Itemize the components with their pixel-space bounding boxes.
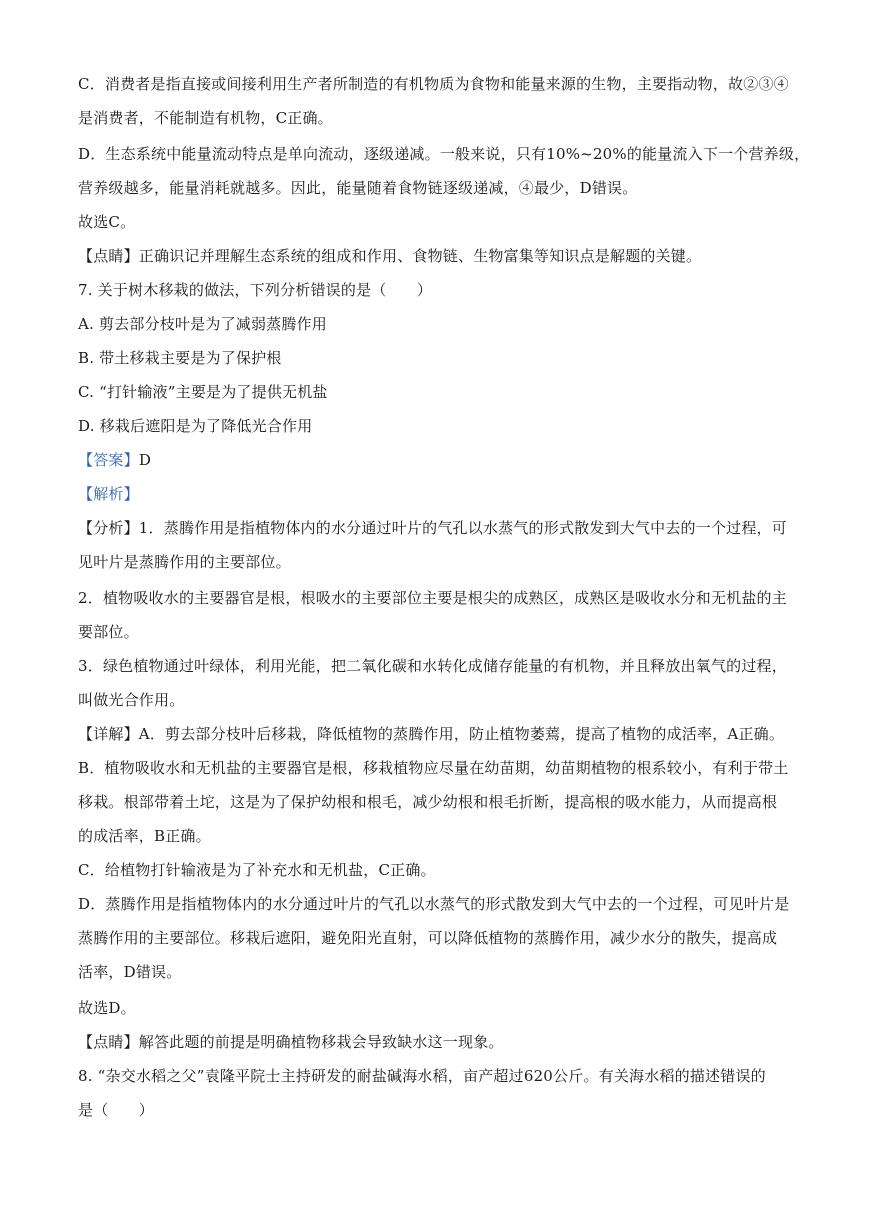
- text-line: 见叶片是蒸腾作用的主要部位。: [78, 553, 291, 571]
- question-8-stem: 8. “杂交水稻之父”袁隆平院士主持研发的耐盐碱海水稻，亩产超过620公斤。有关海水稻的描述错误的: [78, 1067, 766, 1085]
- text-line: 【分析】1．蒸腾作用是指植物体内的水分通过叶片的气孔以水蒸气的形式散发到大气中去的一个过程，可: [78, 519, 787, 537]
- answer-tag: 【答案】: [78, 451, 139, 469]
- text-line: 的成活率，B正确。: [78, 827, 211, 845]
- text-line: 故选D。: [78, 999, 136, 1017]
- analysis-tag: 【解析】: [78, 485, 139, 503]
- text-line: D．生态系统中能量流动特点是单向流动，逐级递减。一般来说，只有10%~20%的能量流入下一个营养级，: [78, 145, 810, 163]
- answer-value: D: [138, 451, 152, 469]
- text-line: 【点睛】正确识记并理解生态系统的组成和作用、食物链、生物富集等知识点是解题的关键。: [78, 247, 702, 265]
- question-7-stem: 7. 关于树木移栽的做法，下列分析错误的是（ ）: [78, 281, 433, 299]
- text-line: 【点睛】解答此题的前提是明确植物移栽会导致缺水这一现象。: [78, 1033, 504, 1051]
- text-line: 营养级越多，能量消耗就越多。因此，能量随着食物链逐级递减，④最少，D错误。: [78, 179, 638, 197]
- text-line: 是消费者，不能制造有机物，C正确。: [78, 109, 333, 127]
- option-b: B. 带土移栽主要是为了保护根: [78, 349, 282, 367]
- text-line: 活率，D错误。: [78, 963, 182, 981]
- option-d: D. 移栽后遮阳是为了降低光合作用: [78, 417, 313, 435]
- question-8-stem-cont: 是（ ）: [78, 1101, 155, 1119]
- text-line: 3．绿色植物通过叶绿体，利用光能，把二氧化碳和水转化成储存能量的有机物，并且释放出氧气的过程，: [78, 657, 787, 675]
- option-c: C. “打针输液”主要是为了提供无机盐: [78, 383, 328, 401]
- text-line: 要部位。: [78, 623, 139, 641]
- text-line: 蒸腾作用的主要部位。移栽后遮阳，避免阳光直射，可以降低植物的蒸腾作用，减少水分的散失，提高成: [78, 929, 778, 947]
- text-line: C．给植物打针输液是为了补充水和无机盐，C正确。: [78, 861, 436, 879]
- text-line: D．蒸腾作用是指植物体内的水分通过叶片的气孔以水蒸气的形式散发到大气中去的一个过程，可见叶片是: [78, 895, 790, 913]
- text-line: 【详解】A．剪去部分枝叶后移栽，降低植物的蒸腾作用，防止植物萎蔫，提高了植物的成活率，A正确。: [78, 725, 785, 743]
- text-line: 故选C。: [78, 213, 136, 231]
- text-line: B．植物吸收水和无机盐的主要器官是根，移栽植物应尽量在幼苗期，幼苗期植物的根系较小，有利于带土: [78, 759, 789, 777]
- answer-line: [78, 450, 809, 470]
- option-a: A. 剪去部分枝叶是为了减弱蒸腾作用: [78, 315, 327, 333]
- text-line: 叫做光合作用。: [78, 691, 185, 709]
- text-line: 移栽。根部带着土坨，这是为了保护幼根和根毛，减少幼根和根毛折断，提高根的吸水能力，从而提高根: [78, 793, 778, 811]
- text-line: 2．植物吸收水的主要器官是根，根吸水的主要部位主要是根尖的成熟区，成熟区是吸收水分和无机盐的主: [78, 589, 787, 607]
- analysis-line: [78, 484, 809, 504]
- text-line: C．消费者是指直接或间接利用生产者所制造的有机物质为食物和能量来源的生物，主要指动物，故②③④: [78, 75, 789, 93]
